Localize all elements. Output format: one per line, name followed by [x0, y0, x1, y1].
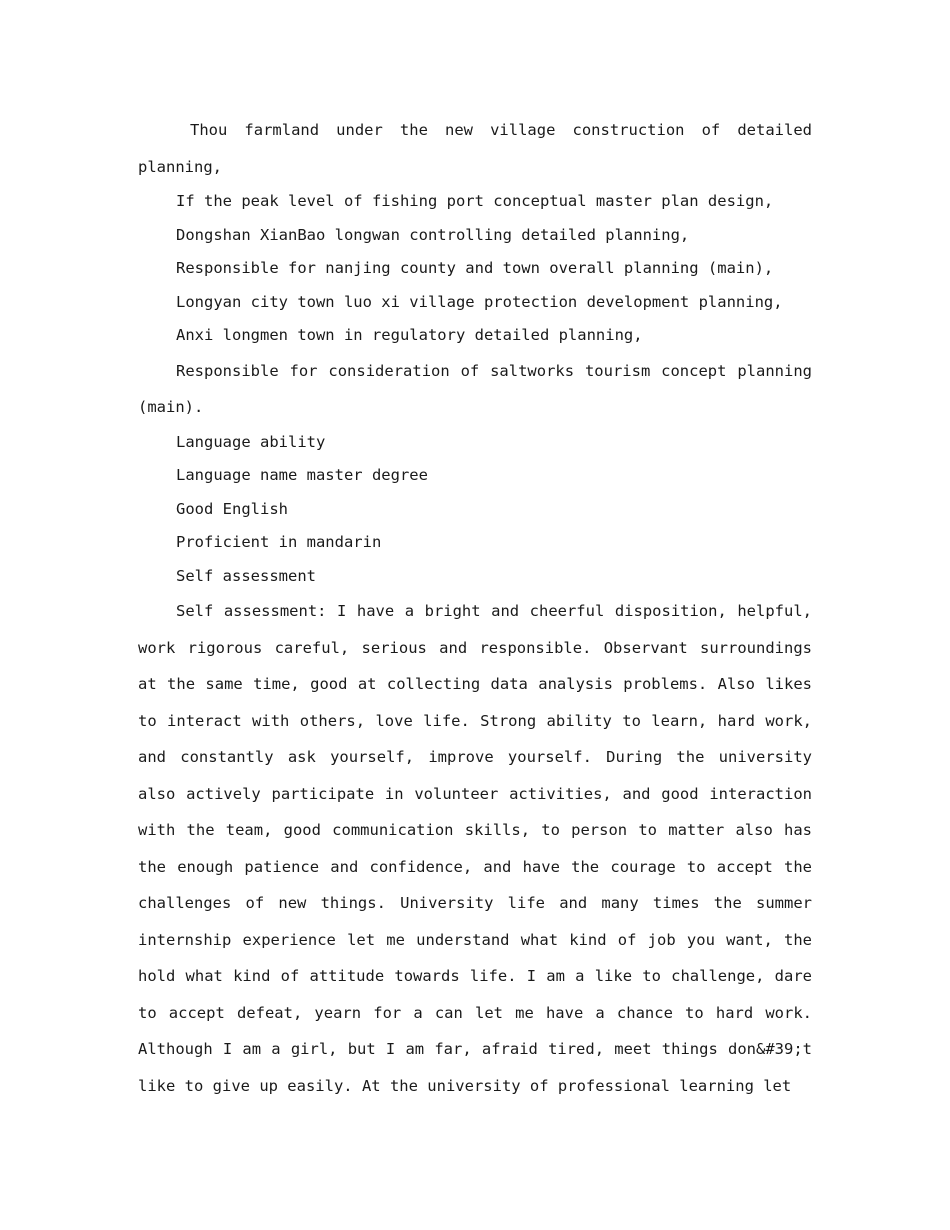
language-english: Good English [176, 499, 288, 518]
paragraph-saltworks-planning: Responsible for consideration of saltworks tourism concept planning (main). [138, 361, 812, 416]
paragraph-self-assessment: Self assessment: I have a bright and cheerful disposition, helpful, work rigorous careful, serious and responsible. Observant surroundings at the same time, good at collecting data analysis problems. Also likes to interact with others, love life. Strong ability to learn, hard work, and constantly ask yourself, improve yourself. During the university also actively participate in volunteer activities, and good interaction with the team, good communication skills, to person to matter also has the enough patience and confidence, and have the courage to accept the challenges of new things. University life and many times the summer internship experience let me understand what kind of job you want, the hold what kind of attitude towards life. I am a like to challenge, dare to accept defeat, yearn for a can let me have a chance to hard work. Although I am a girl, but I am far, afraid tired, meet things don&#39;t like to give up easily. At the university of professional learning let [138, 602, 812, 1095]
paragraph-anxi-planning: Anxi longmen town in regulatory detailed planning, [176, 326, 643, 344]
heading-self-assessment: Self assessment [176, 566, 316, 585]
paragraph-fishing-port-plan: If the peak level of fishing port conceptual master plan design, [176, 192, 774, 210]
language-table-header: Language name master degree [176, 466, 428, 484]
paragraph-farmland-planning: Thou farmland under the new village construction of detailed planning, [138, 121, 812, 176]
language-mandarin: Proficient in mandarin [176, 533, 382, 551]
paragraph-dongshan-planning: Dongshan XianBao longwan controlling detailed planning, [176, 225, 690, 244]
paragraph-longyan-planning: Longyan city town luo xi village protection development planning, [176, 292, 783, 311]
paragraph-nanjing-planning: Responsible for nanjing county and town overall planning (main), [176, 259, 774, 277]
heading-language-ability: Language ability [176, 432, 326, 451]
document-page [138, 112, 812, 1104]
